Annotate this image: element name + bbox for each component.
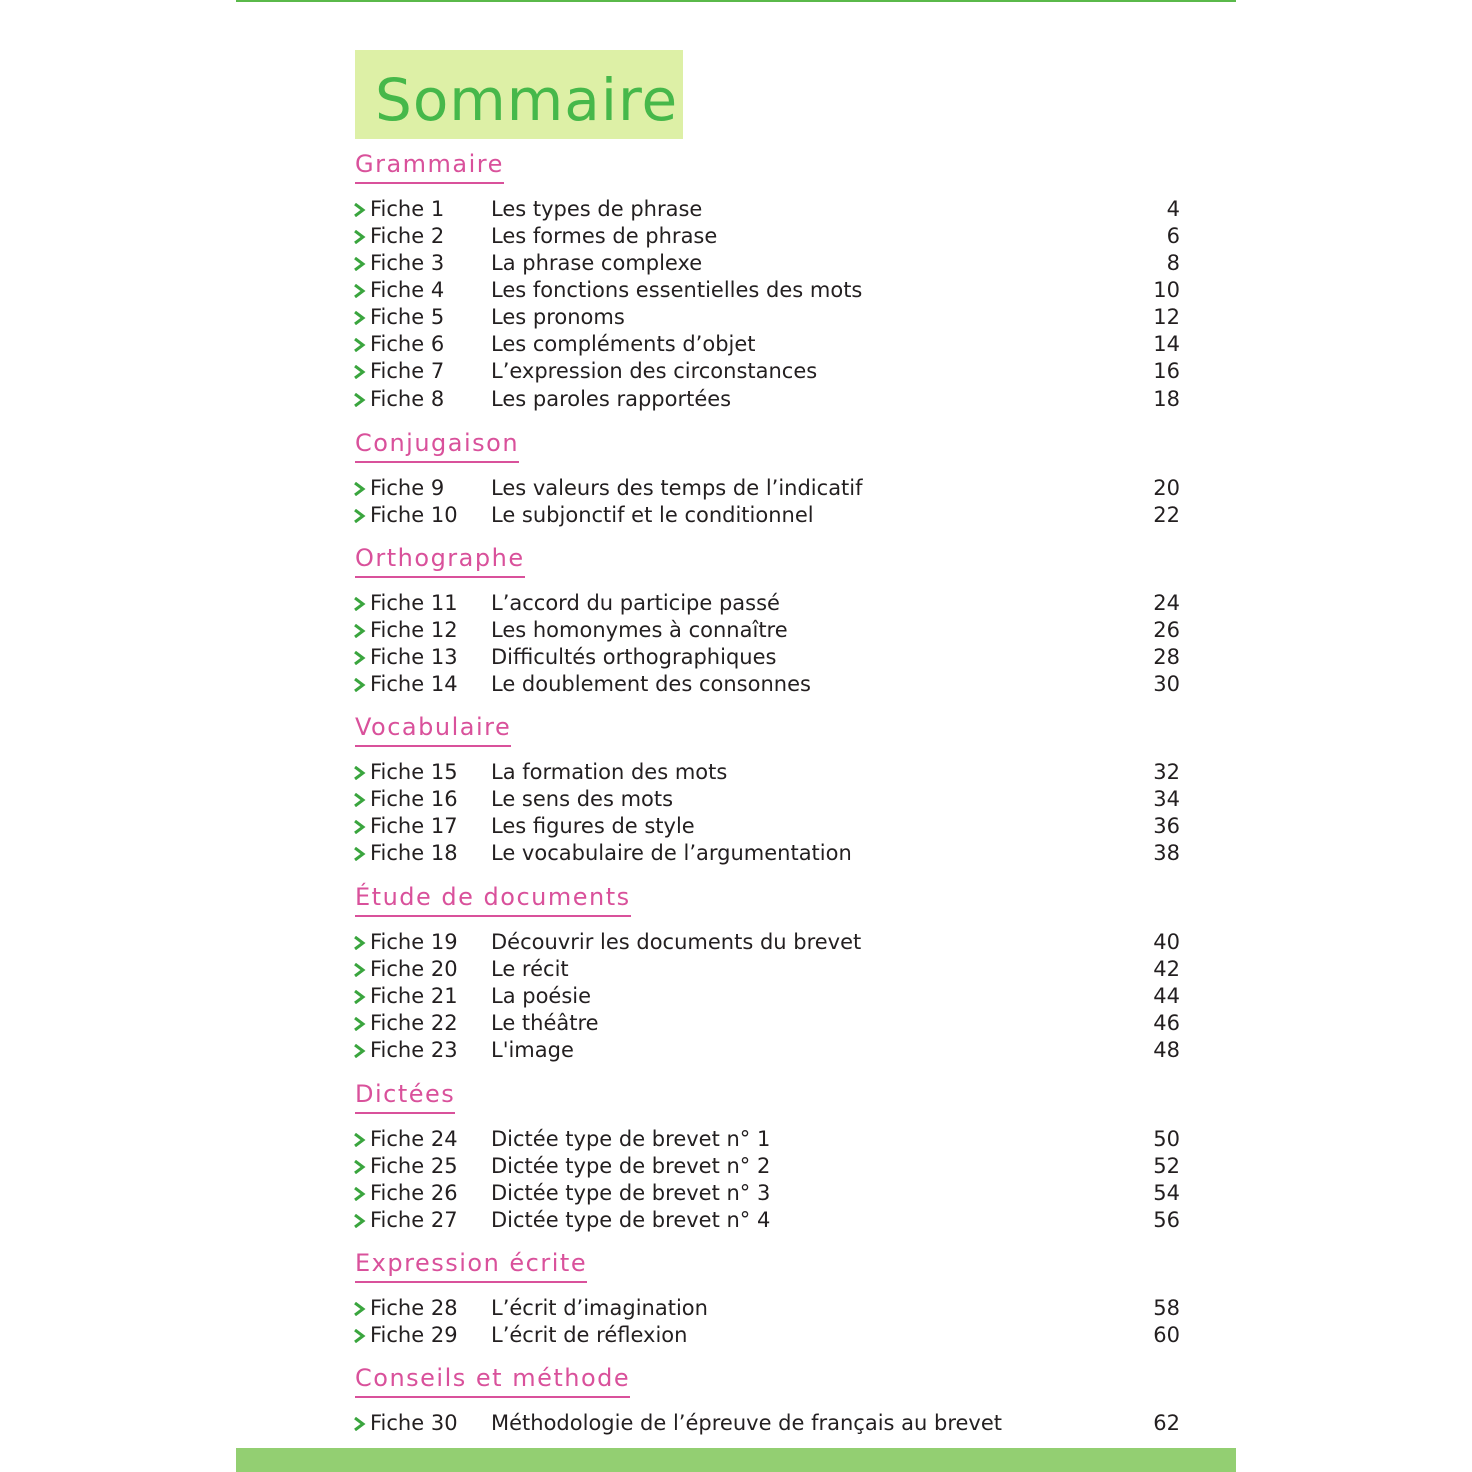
top-rule: [236, 0, 1236, 2]
page-number: 38: [1153, 841, 1180, 865]
entry-title: Les valeurs des temps de l’indicatif: [491, 476, 863, 500]
fiche-label: Fiche 18: [370, 841, 458, 865]
chevron-right-icon: [351, 840, 367, 867]
page-number: 12: [1153, 305, 1180, 329]
page-number: 56: [1153, 1208, 1180, 1232]
page-number: 36: [1153, 814, 1180, 838]
chevron-right-icon: [351, 644, 367, 671]
chevron-right-icon: [351, 475, 367, 502]
fiche-label: Fiche 26: [370, 1181, 458, 1205]
section-heading-conjugaison: Conjugaison: [355, 429, 519, 463]
page-number: 14: [1153, 332, 1180, 356]
fiche-label: Fiche 5: [370, 305, 445, 329]
fiche-label: Fiche 27: [370, 1208, 458, 1232]
page-number: 20: [1153, 476, 1180, 500]
fiche-label: Fiche 10: [370, 503, 458, 527]
section-heading-orthographe: Orthographe: [355, 544, 525, 578]
toc-entry[interactable]: [351, 250, 1191, 277]
page-number: 50: [1153, 1127, 1180, 1151]
toc-entry[interactable]: [351, 983, 1191, 1010]
toc-entry[interactable]: [351, 331, 1191, 358]
entry-title: L’expression des circonstances: [491, 359, 818, 383]
fiche-label: Fiche 8: [370, 387, 445, 411]
chevron-right-icon: [351, 304, 367, 331]
chevron-right-icon: [351, 1410, 367, 1437]
page-number: 40: [1153, 930, 1180, 954]
entry-title: L’accord du participe passé: [491, 591, 780, 615]
fiche-label: Fiche 14: [370, 672, 458, 696]
fiche-label: Fiche 2: [370, 224, 445, 248]
toc-entry[interactable]: [351, 671, 1191, 698]
chevron-right-icon: [351, 813, 367, 840]
entry-title: Dictée type de brevet n° 2: [491, 1154, 771, 1178]
section-heading-etude-de-documents: Étude de documents: [355, 883, 631, 917]
entry-title: Les homonymes à connaître: [491, 618, 788, 642]
chevron-right-icon: [351, 1037, 367, 1064]
fiche-label: Fiche 15: [370, 760, 458, 784]
entry-title: La phrase complexe: [491, 251, 703, 275]
chevron-right-icon: [351, 1295, 367, 1322]
toc-entry[interactable]: [351, 840, 1191, 867]
fiche-label: Fiche 29: [370, 1323, 458, 1347]
toc-entry[interactable]: [351, 475, 1191, 502]
section-heading-expression-ecrite: Expression écrite: [355, 1249, 587, 1283]
chevron-right-icon: [351, 1010, 367, 1037]
page-number: 42: [1153, 957, 1180, 981]
chevron-right-icon: [351, 786, 367, 813]
entry-title: Les compléments d’objet: [491, 332, 756, 356]
section-heading-grammaire: Grammaire: [355, 150, 504, 184]
fiche-label: Fiche 11: [370, 591, 458, 615]
page-number: 16: [1153, 359, 1180, 383]
chevron-right-icon: [351, 1322, 367, 1349]
toc-entry[interactable]: [351, 1322, 1191, 1349]
chevron-right-icon: [351, 223, 367, 250]
fiche-label: Fiche 3: [370, 251, 445, 275]
fiche-label: Fiche 30: [370, 1411, 458, 1435]
chevron-right-icon: [351, 929, 367, 956]
section-heading-dictees: Dictées: [355, 1080, 455, 1114]
page-number: 26: [1153, 618, 1180, 642]
entry-title: Le vocabulaire de l’argumentation: [491, 841, 852, 865]
entry-title: Dictée type de brevet n° 4: [491, 1208, 771, 1232]
toc-entry[interactable]: [351, 502, 1191, 529]
toc-entry[interactable]: [351, 1153, 1191, 1180]
page-number: 28: [1153, 645, 1180, 669]
chevron-right-icon: [351, 386, 367, 413]
chevron-right-icon: [351, 759, 367, 786]
page-number: 46: [1153, 1011, 1180, 1035]
chevron-right-icon: [351, 1126, 367, 1153]
fiche-label: Fiche 23: [370, 1038, 458, 1062]
fiche-label: Fiche 24: [370, 1127, 458, 1151]
page-number: 24: [1153, 591, 1180, 615]
toc-entry[interactable]: [351, 1207, 1191, 1234]
chevron-right-icon: [351, 590, 367, 617]
chevron-right-icon: [351, 196, 367, 223]
toc-entry[interactable]: [351, 196, 1191, 223]
entry-title: Les pronoms: [491, 305, 625, 329]
toc-entry[interactable]: [351, 786, 1191, 813]
toc-entry[interactable]: [351, 223, 1191, 250]
chevron-right-icon: [351, 502, 367, 529]
page-number: 18: [1153, 387, 1180, 411]
page-number: 22: [1153, 503, 1180, 527]
page-number: 48: [1153, 1038, 1180, 1062]
entry-title: Le doublement des consonnes: [491, 672, 811, 696]
toc-entry[interactable]: [351, 617, 1191, 644]
entry-title: Les types de phrase: [491, 197, 703, 221]
toc-entry[interactable]: [351, 304, 1191, 331]
chevron-right-icon: [351, 671, 367, 698]
toc-entry[interactable]: [351, 1010, 1191, 1037]
fiche-label: Fiche 20: [370, 957, 458, 981]
entry-title: Découvrir les documents du brevet: [491, 930, 862, 954]
fiche-label: Fiche 16: [370, 787, 458, 811]
fiche-label: Fiche 21: [370, 984, 458, 1008]
toc-entry[interactable]: [351, 1410, 1191, 1437]
page-title: Sommaire: [375, 66, 679, 134]
entry-title: L’écrit d’imagination: [491, 1296, 708, 1320]
fiche-label: Fiche 13: [370, 645, 458, 669]
page-number: 52: [1153, 1154, 1180, 1178]
chevron-right-icon: [351, 358, 367, 385]
fiche-label: Fiche 9: [370, 476, 445, 500]
page-number: 34: [1153, 787, 1180, 811]
fiche-label: Fiche 6: [370, 332, 445, 356]
bottom-band: [236, 1448, 1236, 1472]
entry-title: La poésie: [491, 984, 592, 1008]
page-number: 32: [1153, 760, 1180, 784]
page-number: 8: [1166, 251, 1180, 275]
chevron-right-icon: [351, 250, 367, 277]
entry-title: Dictée type de brevet n° 3: [491, 1181, 771, 1205]
entry-title: Les paroles rapportées: [491, 387, 732, 411]
toc-entry[interactable]: [351, 1295, 1191, 1322]
entry-title: Le subjonctif et le conditionnel: [491, 503, 814, 527]
toc-entry[interactable]: [351, 644, 1191, 671]
section-heading-vocabulaire: Vocabulaire: [355, 713, 511, 747]
fiche-label: Fiche 25: [370, 1154, 458, 1178]
entry-title: Méthodologie de l’épreuve de français au brevet: [491, 1411, 1003, 1435]
entry-title: Le sens des mots: [491, 787, 674, 811]
fiche-label: Fiche 1: [370, 197, 445, 221]
toc-entry[interactable]: [351, 358, 1191, 385]
chevron-right-icon: [351, 956, 367, 983]
entry-title: L'image: [491, 1038, 574, 1062]
entry-title: Dictée type de brevet n° 1: [491, 1127, 771, 1151]
fiche-label: Fiche 4: [370, 278, 445, 302]
toc-entry[interactable]: [351, 1037, 1191, 1064]
chevron-right-icon: [351, 277, 367, 304]
entry-title: Les formes de phrase: [491, 224, 718, 248]
toc-entry[interactable]: [351, 386, 1191, 413]
toc-entry[interactable]: [351, 1180, 1191, 1207]
toc-entry[interactable]: [351, 956, 1191, 983]
chevron-right-icon: [351, 1153, 367, 1180]
entry-title: Les fonctions essentielles des mots: [491, 278, 863, 302]
page-number: 10: [1153, 278, 1180, 302]
fiche-label: Fiche 19: [370, 930, 458, 954]
page-number: 58: [1153, 1296, 1180, 1320]
entry-title: Le récit: [491, 957, 569, 981]
toc-entry[interactable]: [351, 759, 1191, 786]
page-number: 62: [1153, 1411, 1180, 1435]
chevron-right-icon: [351, 1180, 367, 1207]
entry-title: Le théâtre: [491, 1011, 599, 1035]
section-heading-conseils-et-methode: Conseils et méthode: [355, 1364, 630, 1398]
toc-entry[interactable]: [351, 813, 1191, 840]
toc-entry[interactable]: [351, 277, 1191, 304]
entry-title: L’écrit de réflexion: [491, 1323, 688, 1347]
toc-entry[interactable]: [351, 1126, 1191, 1153]
fiche-label: Fiche 28: [370, 1296, 458, 1320]
page-number: 6: [1166, 224, 1180, 248]
page-number: 54: [1153, 1181, 1180, 1205]
title-box: [355, 50, 683, 139]
page-number: 60: [1153, 1323, 1180, 1347]
fiche-label: Fiche 22: [370, 1011, 458, 1035]
fiche-label: Fiche 12: [370, 618, 458, 642]
fiche-label: Fiche 17: [370, 814, 458, 838]
entry-title: Difficultés orthographiques: [491, 645, 777, 669]
page-number: 30: [1153, 672, 1180, 696]
entry-title: Les figures de style: [491, 814, 695, 838]
page-number: 4: [1166, 197, 1180, 221]
chevron-right-icon: [351, 617, 367, 644]
chevron-right-icon: [351, 1207, 367, 1234]
toc-entry[interactable]: [351, 590, 1191, 617]
entry-title: La formation des mots: [491, 760, 728, 784]
chevron-right-icon: [351, 983, 367, 1010]
toc-entry[interactable]: [351, 929, 1191, 956]
page-number: 44: [1153, 984, 1180, 1008]
chevron-right-icon: [351, 331, 367, 358]
fiche-label: Fiche 7: [370, 359, 445, 383]
